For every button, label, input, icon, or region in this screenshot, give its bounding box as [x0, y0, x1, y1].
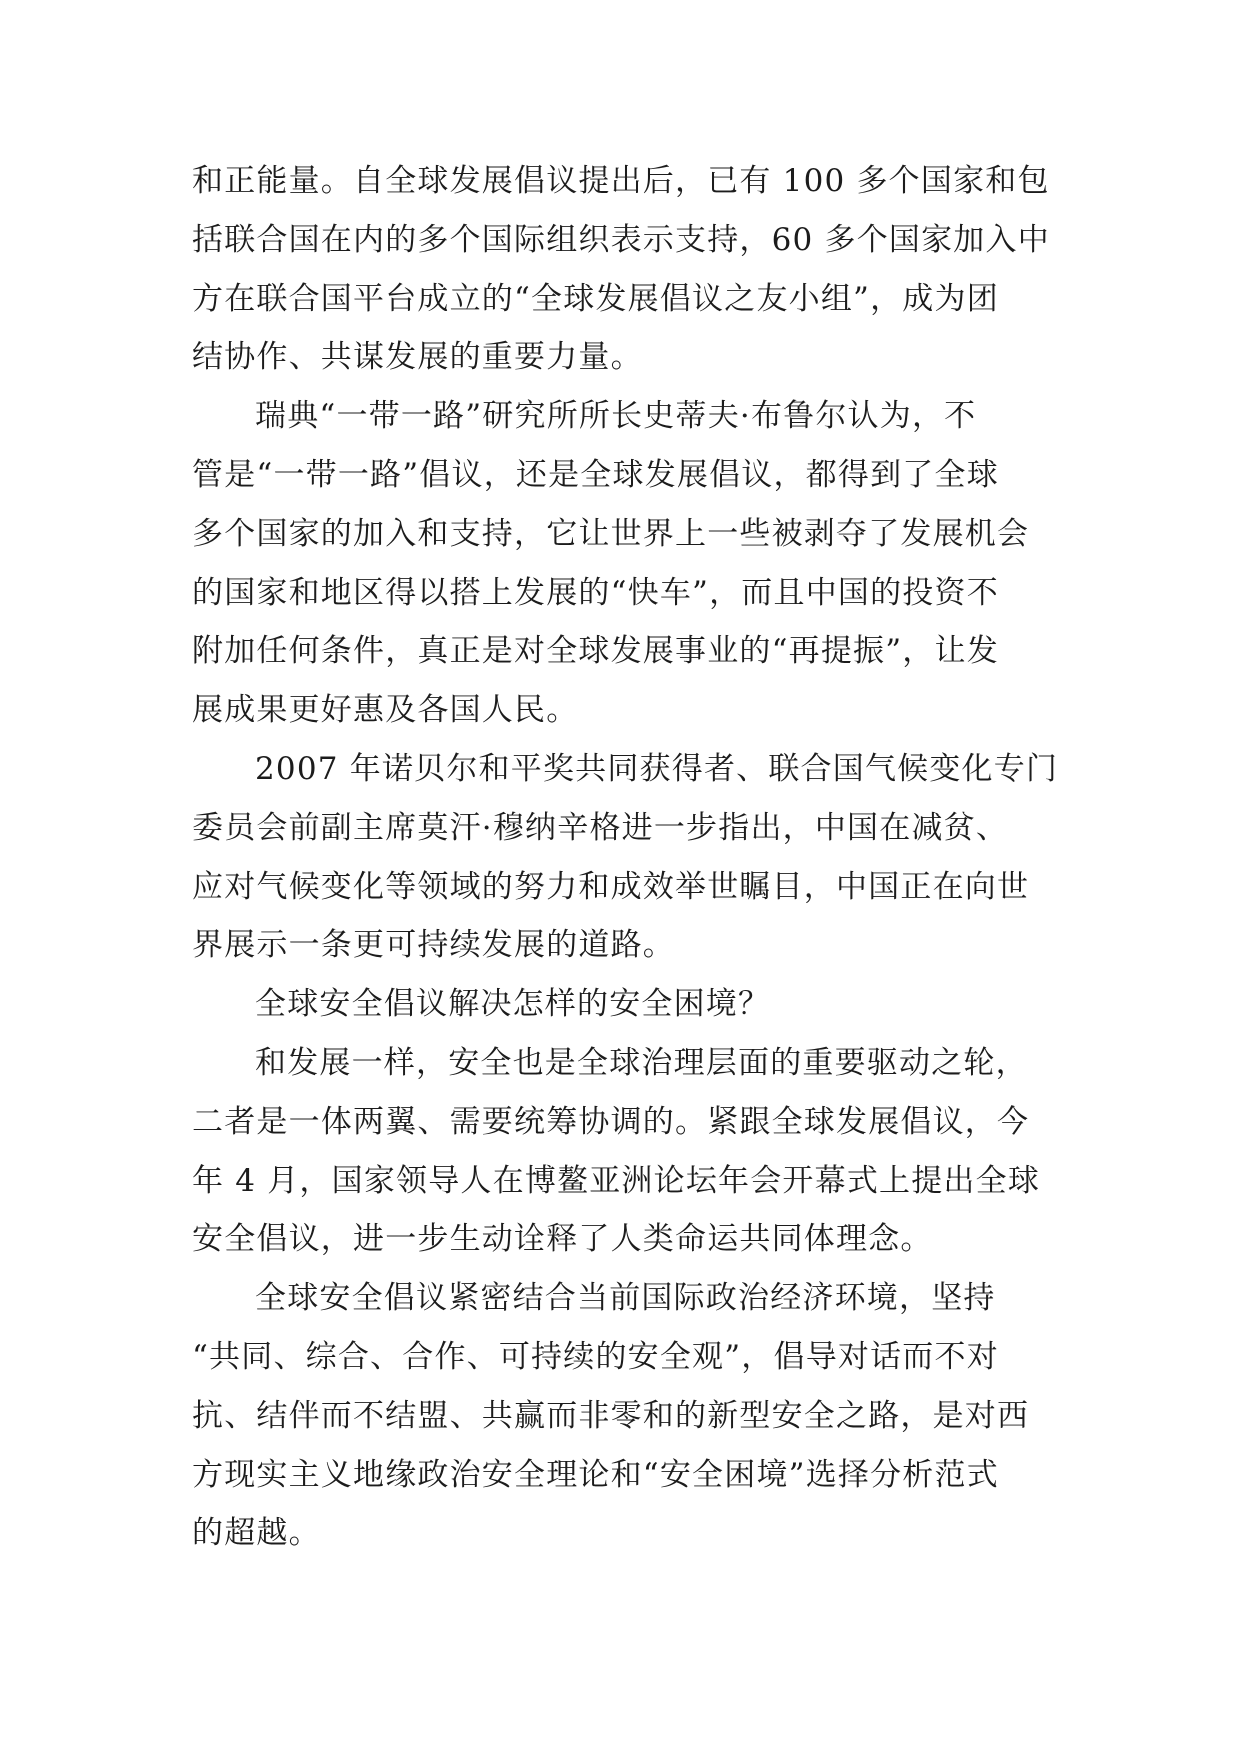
text-line: 方在联合国平台成立的“全球发展倡议之友小组”，成为团 [192, 280, 999, 317]
text-line: 管是“一带一路”倡议，还是全球发展倡议，都得到了全球 [192, 456, 999, 493]
text-line: 委员会前副主席莫汗·穆纳辛格进一步指出，中国在减贫、 [192, 809, 1009, 846]
text-line: 和发展一样，安全也是全球治理层面的重要驱动之轮， [255, 1044, 1028, 1081]
paragraph-global-development-support [192, 152, 1052, 387]
text-line: 的国家和地区得以搭上发展的“快车”，而且中国的投资不 [192, 574, 999, 611]
paragraph-steve-bruhl [192, 387, 1052, 740]
text-line: 年 4 月，国家领导人在博鳌亚洲论坛年会开幕式上提出全球 [192, 1162, 1041, 1199]
text-line: 方现实主义地缘政治安全理论和“安全困境”选择分析范式 [192, 1456, 999, 1493]
text-line: 全球安全倡议紧密结合当前国际政治经济环境，坚持 [255, 1280, 996, 1317]
text-line: 和正能量。自全球发展倡议提出后，已有 100 多个国家和包 [192, 163, 1050, 199]
text-line: “共同、综合、合作、可持续的安全观”，倡导对话而不对 [192, 1338, 999, 1375]
paragraph-security-and-development [192, 1034, 1052, 1269]
text-line: 瑞典“一带一路”研究所所长史蒂夫·布鲁尔认为，不 [255, 398, 977, 435]
text-line: 附加任何条件，真正是对全球发展事业的“再提振”，让发 [192, 633, 999, 670]
text-line: 二者是一体两翼、需要统筹协调的。紧跟全球发展倡议，今 [192, 1103, 1030, 1140]
text-line: 多个国家的加入和支持，它让世界上一些被剥夺了发展机会 [192, 515, 1030, 552]
text-line: 结协作、共谋发展的重要力量。 [192, 339, 643, 376]
document-body [192, 152, 1059, 1563]
text-line: 界展示一条更可持续发展的道路。 [192, 927, 675, 964]
text-line: 抗、结伴而不结盟、共赢而非零和的新型安全之路，是对西 [192, 1397, 1030, 1434]
paragraph-security-question [192, 975, 1052, 1034]
paragraph-mohan-munasinghe [192, 740, 1059, 975]
text-line: 应对气候变化等领域的努力和成效举世瞩目，中国正在向世 [192, 868, 1030, 905]
paragraph-global-security-initiative [192, 1269, 1052, 1563]
text-line: 安全倡议，进一步生动诠释了人类命运共同体理念。 [192, 1221, 933, 1258]
text-line: 2007 年诺贝尔和平奖共同获得者、联合国气候变化专门 [255, 750, 1059, 787]
text-line: 的超越。 [192, 1515, 321, 1552]
text-line: 全球安全倡议解决怎样的安全困境？ [255, 986, 771, 1023]
text-line: 展成果更好惠及各国人民。 [192, 692, 579, 729]
text-line: 括联合国在内的多个国际组织表示支持，60 多个国家加入中 [192, 221, 1050, 258]
